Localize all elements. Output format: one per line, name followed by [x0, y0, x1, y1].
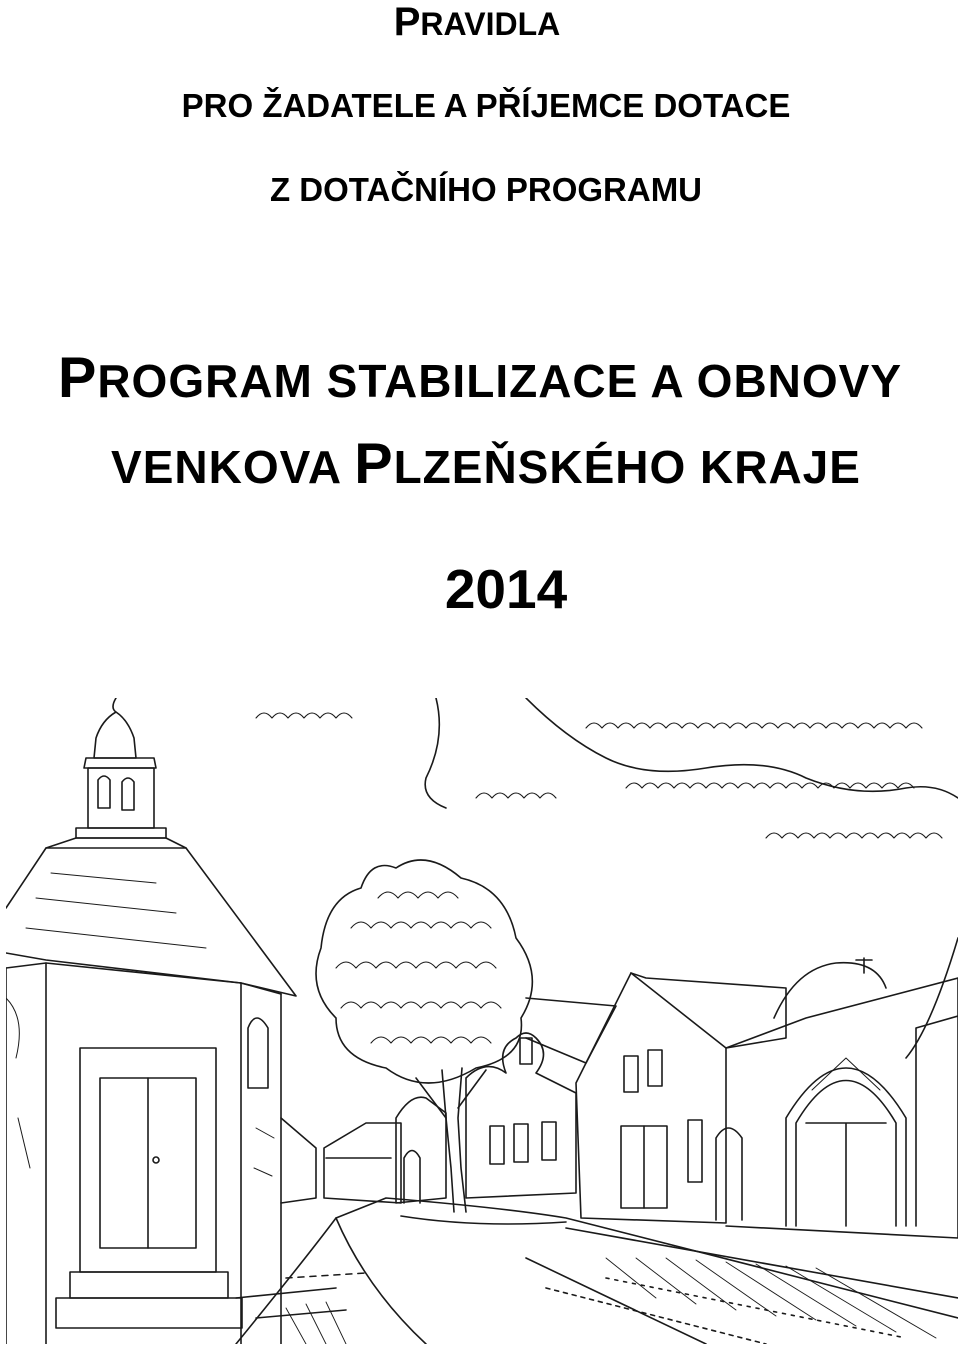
program-region-initial: P — [354, 432, 394, 496]
subtitle-line-applicants: PRO ŽADATELE A PŘÍJEMCE DOTACE — [181, 87, 791, 124]
year-label: 2014 — [444, 558, 568, 620]
branches-drawing — [256, 698, 958, 838]
subtitle-line-program: Z DOTAČNÍHO PROGRAMU — [269, 171, 703, 208]
chapel-drawing — [6, 698, 296, 1344]
document-heading-pravidla — [0, 2, 957, 42]
pavement-hatching — [286, 1258, 936, 1344]
houses-drawing — [281, 938, 958, 1238]
heading-initial: P — [393, 0, 421, 44]
program-region-rest: LZEŇSKÉHO KRAJE — [393, 441, 861, 493]
program-name-line-1 — [0, 346, 960, 410]
tree-drawing — [316, 860, 532, 1212]
program-initial: P — [57, 346, 98, 410]
village-illustration — [6, 698, 958, 1344]
program-name-line-2 — [6, 432, 960, 496]
heading-rest: RAVIDLA — [420, 6, 561, 42]
program-line-2-start: VENKOVA — [111, 441, 355, 493]
program-line-1-rest: ROGRAM STABILIZACE A OBNOVY — [97, 355, 903, 407]
